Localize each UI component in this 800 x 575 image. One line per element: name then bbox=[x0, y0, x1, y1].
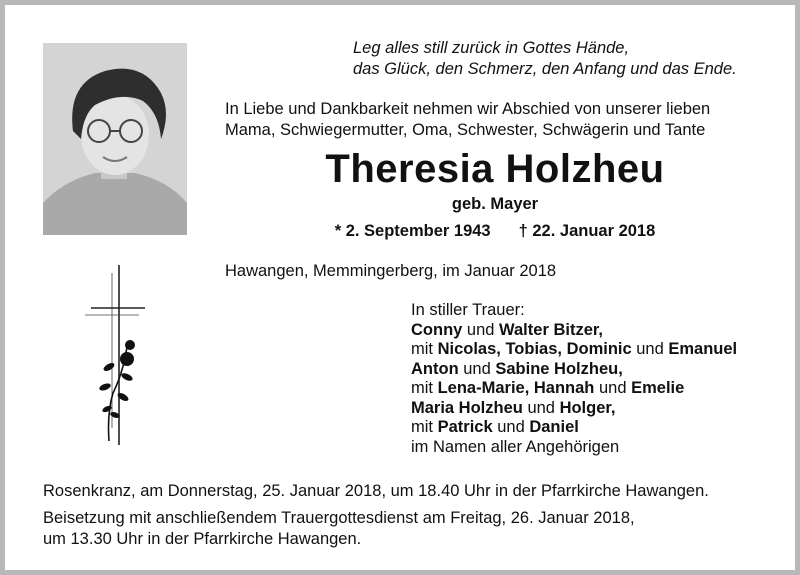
deceased-name: Theresia Holzheu bbox=[325, 147, 665, 191]
connector-text: und bbox=[631, 340, 669, 358]
life-dates bbox=[225, 222, 765, 241]
death-date: † 22. Januar 2018 bbox=[518, 222, 656, 240]
burial-info-line-1: Beisetzung mit anschließendem Trauergottesdienst am Freitag, 26. Januar 2018, bbox=[43, 509, 635, 527]
birth-date: * 2. September 1943 bbox=[334, 222, 491, 240]
mourner-name: Walter Bitzer, bbox=[499, 320, 603, 339]
connector-text: und bbox=[522, 398, 560, 417]
mourner-name: Sabine Holzheu, bbox=[495, 359, 623, 378]
connector-text: im Namen aller Angehörigen bbox=[411, 437, 620, 456]
cross-with-rose bbox=[83, 263, 163, 453]
verse bbox=[353, 38, 737, 80]
connector-text: mit bbox=[411, 340, 438, 358]
mourner-name: Patrick bbox=[437, 418, 493, 436]
portrait-photo bbox=[43, 43, 187, 235]
birth-name: geb. Mayer bbox=[451, 195, 539, 213]
place-date: Hawangen, Memmingerberg, im Januar 2018 bbox=[225, 262, 557, 280]
mourner-line bbox=[411, 360, 737, 380]
rosary-info: Rosenkranz, am Donnerstag, 25. Januar 2018, um 18.40 Uhr in der Pfarrkirche Hawangen. bbox=[43, 482, 709, 500]
mourners-block bbox=[411, 301, 737, 457]
mourner-name: Daniel bbox=[529, 418, 579, 436]
verse-line-1: Leg alles still zurück in Gottes Hände, bbox=[353, 39, 630, 57]
mourner-line bbox=[411, 438, 737, 458]
connector-text: und bbox=[594, 379, 632, 397]
mourner-line bbox=[411, 379, 737, 399]
mourner-name: Conny bbox=[411, 320, 463, 339]
mourner-line bbox=[411, 399, 737, 419]
mourner-line bbox=[411, 340, 737, 360]
mourners-list bbox=[411, 321, 737, 458]
mourner-line bbox=[411, 321, 737, 341]
mourner-name: Anton bbox=[411, 359, 459, 378]
mourner-name: Nicolas, Tobias, Dominic bbox=[437, 340, 632, 358]
mourner-name: Emanuel bbox=[668, 340, 738, 358]
connector-text: und bbox=[492, 418, 530, 436]
intro-text bbox=[225, 99, 710, 141]
burial-info-line-2: um 13.30 Uhr in der Pfarrkirche Hawangen. bbox=[43, 530, 362, 548]
mourners-heading: In stiller Trauer: bbox=[411, 301, 525, 319]
connector-text: und bbox=[462, 320, 500, 339]
mourner-name: Lena-Marie, Hannah bbox=[437, 379, 595, 397]
connector-text: mit bbox=[411, 379, 438, 397]
mourner-name: Holger, bbox=[559, 398, 616, 417]
mourner-name: Emelie bbox=[631, 379, 685, 397]
cross-rose-icon bbox=[83, 263, 163, 453]
connector-text: mit bbox=[411, 418, 438, 436]
mourner-name: Maria Holzheu bbox=[411, 398, 523, 417]
intro-line-2: Mama, Schwiegermutter, Oma, Schwester, Schwägerin und Tante bbox=[225, 121, 706, 139]
mourner-line bbox=[411, 418, 737, 438]
intro-line-1: In Liebe und Dankbarkeit nehmen wir Abschied von unserer lieben bbox=[225, 100, 711, 118]
portrait-illustration bbox=[43, 43, 187, 235]
verse-line-2: das Glück, den Schmerz, den Anfang und das Ende. bbox=[353, 60, 737, 78]
service-details bbox=[43, 481, 709, 550]
connector-text: und bbox=[458, 359, 496, 378]
